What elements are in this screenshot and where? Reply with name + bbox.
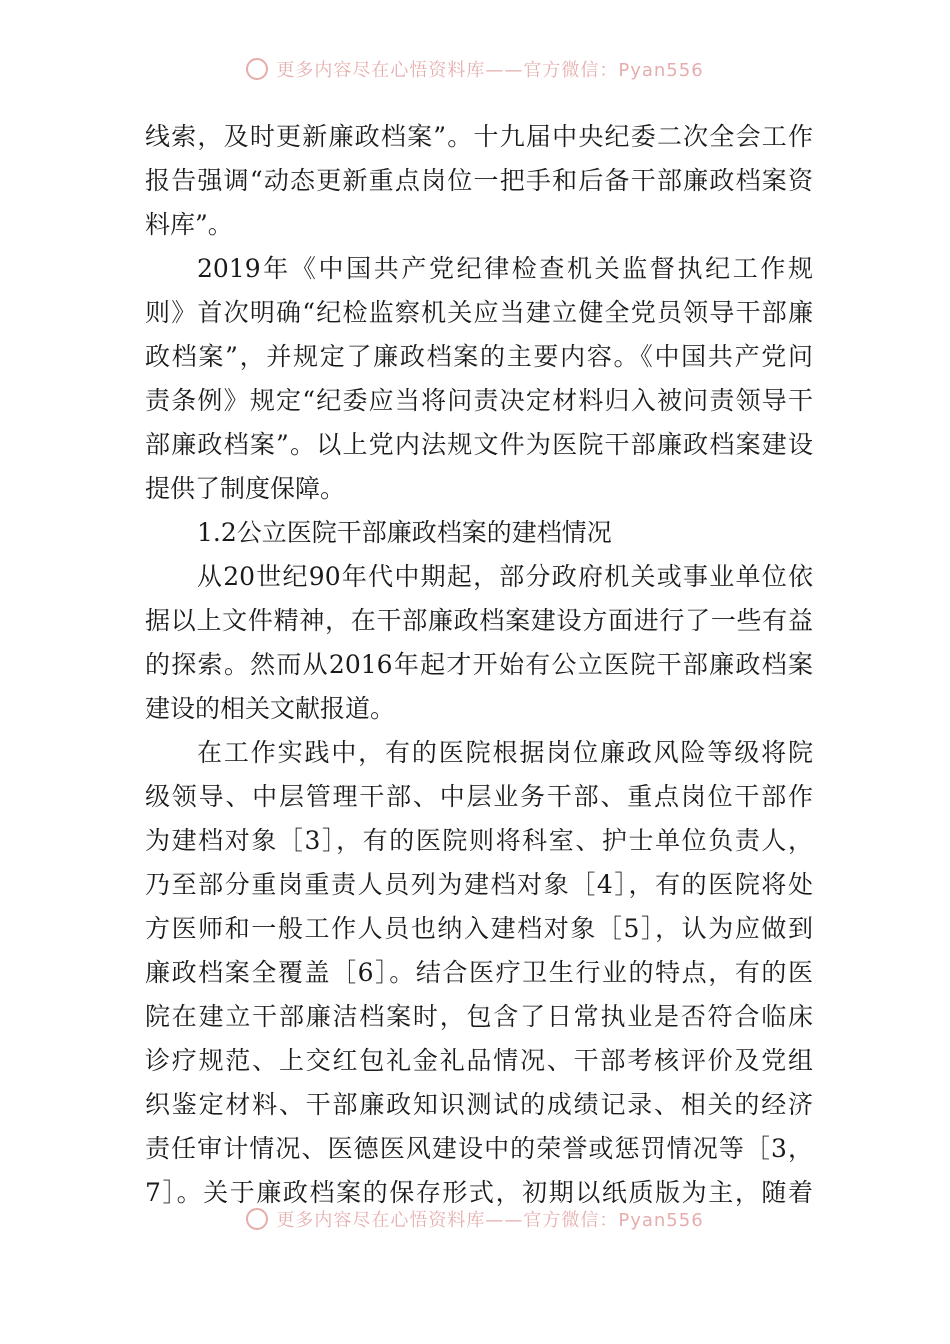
text-line: 据以上文件精神，在干部廉政档案建设方面进行了一些有益 [145, 606, 813, 635]
paragraph [145, 731, 813, 1215]
section-heading [145, 511, 813, 555]
text-line: 诊疗规范、上交红包礼金礼品情况、干部考核评价及党组 [145, 1046, 813, 1075]
text-line: 乃至部分重岗重责人员列为建档对象［4］，有的医院将处 [145, 870, 813, 899]
text-line: 料库”。 [145, 210, 233, 239]
text-line: 责条例》规定“纪委应当将问责决定材料归入被问责领导干 [145, 386, 813, 415]
text-line: 廉政档案全覆盖［6］。结合医疗卫生行业的特点，有的医 [145, 958, 813, 987]
paragraph [145, 555, 813, 731]
watermark-logo-icon [246, 1208, 268, 1230]
paragraph [145, 115, 813, 247]
text-line: 建设的相关文献报道。 [145, 694, 396, 723]
text-line: 7］。关于廉政档案的保存形式，初期以纸质版为主，随着 [145, 1178, 813, 1207]
text-line: 的探索。然而从2016年起才开始有公立医院干部廉政档案 [145, 650, 813, 679]
footer-watermark [0, 1206, 950, 1236]
text-line: 级领导、中层管理干部、中层业务干部、重点岗位干部作 [145, 782, 813, 811]
text-line: 2019年《中国共产党纪律检查机关监督执纪工作规 [197, 254, 813, 283]
text-line: 在工作实践中，有的医院根据岗位廉政风险等级将院 [197, 738, 813, 767]
header-watermark [0, 56, 950, 86]
text-line: 则》首次明确“纪检监察机关应当建立健全党员领导干部廉 [145, 298, 813, 327]
text-line: 责任审计情况、医德医风建设中的荣誉或惩罚情况等［3， [145, 1134, 813, 1163]
section-heading-text: 1.2公立医院干部廉政档案的建档情况 [197, 518, 612, 547]
text-line: 织鉴定材料、干部廉政知识测试的成绩记录、相关的经济 [145, 1090, 813, 1119]
text-line: 报告强调“动态更新重点岗位一把手和后备干部廉政档案资 [145, 166, 813, 195]
text-line: 院在建立干部廉洁档案时，包含了日常执业是否符合临床 [145, 1002, 813, 1031]
paragraph [145, 247, 813, 511]
text-line: 提供了制度保障。 [145, 474, 346, 503]
text-line: 线索，及时更新廉政档案”。十九届中央纪委二次全会工作 [145, 122, 813, 151]
text-line: 方医师和一般工作人员也纳入建档对象［5］，认为应做到 [145, 914, 813, 943]
text-line: 为建档对象［3］，有的医院则将科室、护士单位负责人， [145, 826, 813, 855]
header-watermark-text: 更多内容尽在心悟资料库——官方微信：Pyan556 [276, 60, 704, 81]
footer-watermark-text: 更多内容尽在心悟资料库——官方微信：Pyan556 [276, 1210, 704, 1231]
document-body [145, 115, 813, 1215]
text-line: 政档案”，并规定了廉政档案的主要内容。《中国共产党问 [145, 342, 813, 371]
text-line: 部廉政档案”。以上党内法规文件为医院干部廉政档案建设 [145, 430, 813, 459]
watermark-logo-icon [246, 58, 268, 80]
text-line: 从20世纪90年代中期起，部分政府机关或事业单位依 [197, 562, 813, 591]
